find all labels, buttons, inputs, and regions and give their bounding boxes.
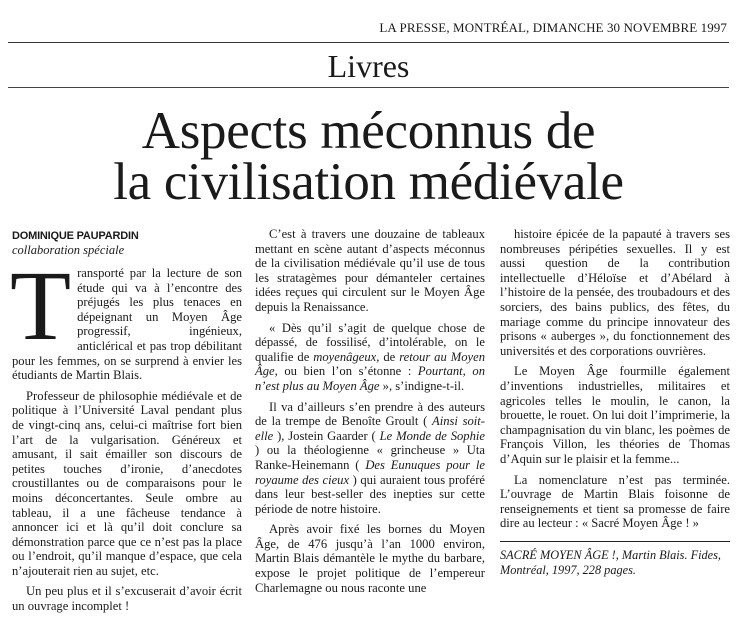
section-rule: [8, 87, 729, 88]
text: C’est à travers une douzaine de tableaux mettant en scène autant d’aspects méconnus de la civilisation médiévale qu’il use de tous les stratagèmes pour démanteler certaines idées reçues qui circulent sur le Moyen Âge depuis la Renaissance.: [255, 227, 485, 314]
paragraph: [500, 227, 730, 358]
italic-text: Le Monde de Sophie: [379, 428, 485, 443]
citation-rule: [500, 541, 730, 542]
article-column-2: [255, 227, 485, 601]
italic-text: Des Eunuques pour le royaume des cieux: [255, 457, 485, 487]
section-title: Livres: [327, 48, 410, 84]
paragraph: [255, 321, 485, 394]
article-column-3: [500, 227, 730, 578]
paragraph: [12, 584, 242, 613]
paragraph: [255, 400, 485, 517]
dateline: LA PRESSE, MONTRÉAL, DIMANCHE 30 NOVEMBRE 1997: [379, 20, 727, 35]
headline-line-1: Aspects méconnus de: [141, 102, 596, 160]
text: , ou bien l’on s’étonne :: [274, 364, 418, 379]
text: Après avoir fixé les bornes du Moyen Âge, de 476 jusqu’à l’an 1000 environ, Martin Blais démantèle le mythe du barbare, expose le projet politique de l’empereur Charlemagne ou nous raconte une: [255, 522, 485, 595]
headline: [0, 102, 737, 211]
book-reference: SACRÉ MOYEN ÂGE !, Martin Blais. Fides, Montréal, 1997, 228 pages.: [500, 547, 721, 577]
italic-text: moyenâgeux: [313, 349, 377, 364]
text: histoire épicée de la papauté à travers ses nombreuses péripéties sexuelles. Il y est aussi question de la contribution intellectuelle d’Héloïse et d’Abélard à l’histoire de la pensée, des troubadours et des sorciers, des bains publics, des fêtes, du mariage comme du principe innovateur des prisons « auberges », du fonctionnement des universités et des corporations ouvrières.: [500, 227, 730, 358]
paragraph: [255, 227, 485, 315]
text: ) qui auraient tous proféré dans leur best-seller des inepties sur cette période de notre histoire.: [255, 472, 486, 516]
text: Il va d’ailleurs s’en prendre à des auteurs de la trempe de Benoîte Groult (: [255, 399, 485, 429]
text: , de: [376, 349, 400, 364]
text: ransporté par la lecture de son étude qui va à l’encontre des préjugés les plus tenaces en dépeignant un Moyen Âge progressif, ingénieux, anticlérical et pas trop débilitant pour les femmes, on se surprend à envier les étudiants de Martin Blais.: [12, 266, 242, 383]
italic-text: retour au Moyen Âge: [255, 349, 485, 379]
text: Professeur de philosophie médiévale et de politique à l’Université Laval pendant plus de vingt-cinq ans, celui-ci maîtrise fort bien l’art de la vulgarisation. Généreux et amusant, il sait émailler son discours de petites touches d’ironie, d’anecdotes croustillantes ou de comparaisons pour le moins déconcertantes. Seule ombre au tableau, il a une fâcheuse tendance à annoncer ici et là qu’il doit conclure sa démonstration parce que ce n’est pas la place ou l’endroit, qu’il manque d’espace, que cela n’ajouterait rien au sujet, etc.: [12, 388, 242, 578]
paragraph: [500, 364, 730, 466]
author-name: DOMINIQUE PAUPARDIN: [12, 230, 139, 242]
header-rule: [8, 42, 729, 43]
headline-line-2: la civilisation médiévale: [113, 153, 624, 211]
text: ), Jostein Gaarder (: [273, 428, 380, 443]
author-role: collaboration spéciale: [12, 243, 125, 257]
text: Le Moyen Âge fourmille également d’inventions industrielles, militaires et agricoles telles le moulin, le canon, la brouette, le rouet. On lui doit l’imprimerie, la champagnisation du vin blanc, les poèmes de François Villon, les théories de Thomas d’Aquin sur le plaisir et la femme...: [500, 364, 730, 466]
text: », s’indigne-t-il.: [379, 378, 465, 393]
italic-text: Ainsi soit-elle: [255, 414, 485, 443]
paragraph: [255, 522, 485, 595]
text: Un peu plus et il s’excuserait d’avoir écrit un ouvrage incomplet !: [12, 584, 242, 614]
text: ) ou la théologienne « grincheuse » Uta Ranke-Heinemann (: [255, 443, 485, 472]
paragraph: [12, 389, 242, 579]
drop-cap: T: [10, 250, 72, 361]
text: « Dès qu’il s’agit de quelque chose de dépassé, de fossilisé, d’intolérable, on le qualifie de: [255, 320, 485, 364]
text: La nomenclature n’est pas terminée. L’ouvrage de Martin Blais foisonne de renseignements et tient sa promesse de faire dire au lecteur : « Sacré Moyen Âge ! »: [500, 472, 730, 531]
italic-text: Pourtant, on n’est plus au Moyen Âge: [255, 364, 486, 393]
paragraph: [500, 473, 730, 531]
